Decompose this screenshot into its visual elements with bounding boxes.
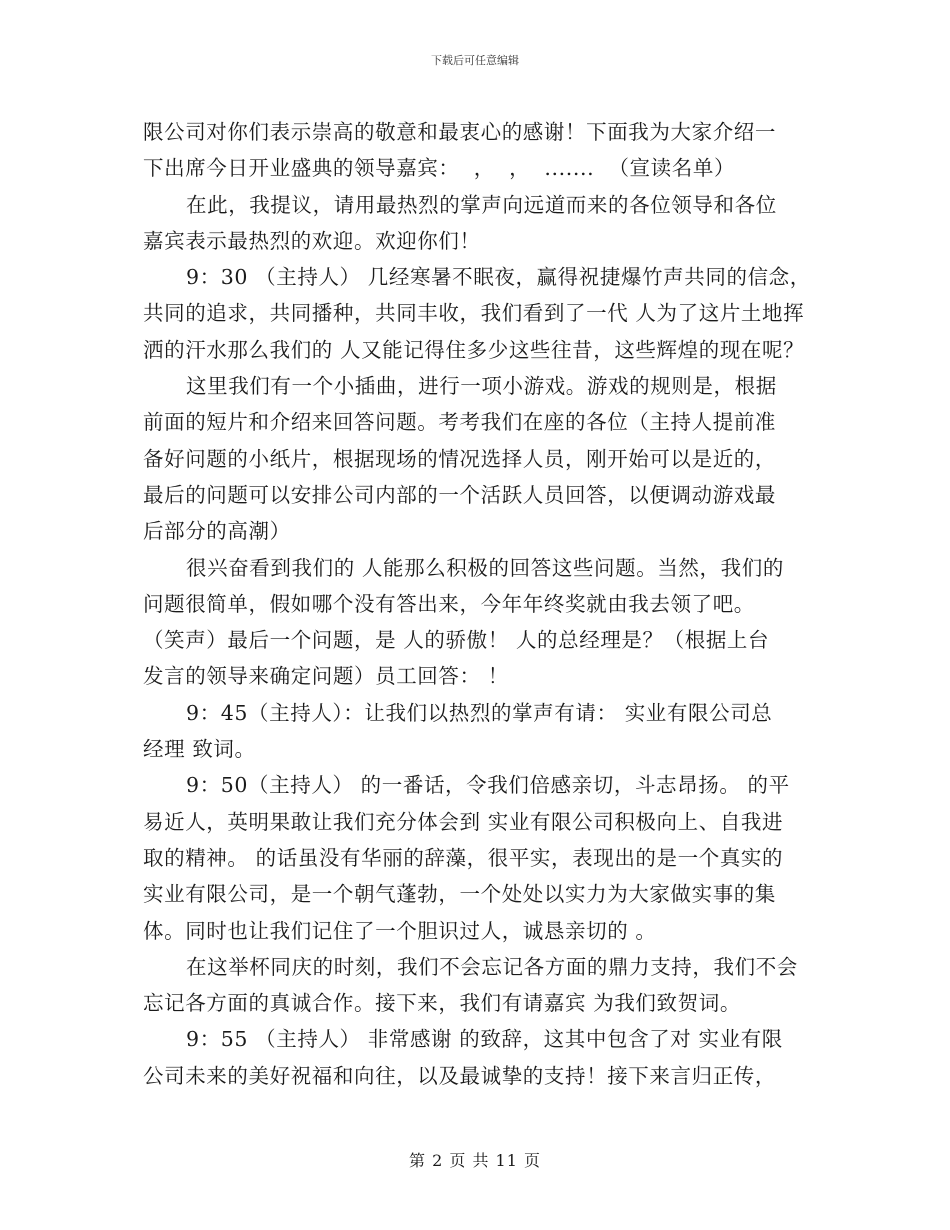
text-line: 共同的追求，共同播种，共同丰收，我们看到了一代 人为了这片土地挥 [143, 301, 805, 326]
text-line: 嘉宾表示最热烈的欢迎。欢迎你们！ [143, 228, 481, 253]
text-line: 公司未来的美好祝福和向往，以及最诚挚的支持！接下来言归正传， [143, 1063, 776, 1088]
text-line: 发言的领导来确定问题）员工回答： ！ [143, 664, 509, 689]
text-line: 实业有限公司，是一个朝气蓬勃，一个处处以实力为大家做实事的集 [143, 882, 776, 907]
page-header-note: 下载后可任意编辑 [431, 54, 519, 67]
text-line: （笑声）最后一个问题，是 人的骄傲！ 人的总经理是？（根据上台 [143, 628, 770, 653]
text-line: 限公司对你们表示崇高的敬意和最衷心的感谢！下面我为大家介绍一 [143, 120, 776, 144]
text-line: 这里我们有一个小插曲，进行一项小游戏。游戏的规则是，根据 [186, 374, 777, 399]
text-line: 忘记各方面的真诚合作。接下来，我们有请嘉宾 为我们致贺词。 [143, 991, 741, 1016]
text-line: 取的精神。 的话虽没有华丽的辞藻，很平实，表现出的是一个真实的 [143, 845, 784, 870]
text-line: 体。同时也让我们记住了一个胆识过人，诚恳亲切的 。 [143, 918, 657, 943]
text-line: 前面的短片和介绍来回答问题。考考我们在座的各位（主持人提前准 [143, 410, 776, 435]
text-line: 后部分的高潮） [143, 519, 291, 544]
text-line: 下出席今日开业盛典的领导嘉宾： ， ， ....... （宣读名单） [143, 156, 736, 181]
text-line: 9：55 （主持人） 非常感谢 的致辞，这其中包含了对 实业有限 [186, 1027, 783, 1052]
text-line: 在此，我提议，请用最热烈的掌声向远道而来的各位领导和各位 [186, 192, 777, 217]
text-line: 洒的汗水那么我们的 人又能记得住多少这些往昔，这些辉煌的现在呢？ [143, 337, 805, 362]
text-line: 最后的问题可以安排公司内部的一个活跃人员回答，以便调动游戏最 [143, 482, 776, 507]
text-line: 易近人，英明果敢让我们充分体会到 实业有限公司积极向上、自我进 [143, 809, 784, 834]
text-line: 备好问题的小纸片，根据现场的情况选择人员，刚开始可以是近的， [143, 446, 776, 471]
text-line: 9：30 （主持人） 几经寒暑不眠夜，赢得祝捷爆竹声共同的信念， [186, 265, 811, 290]
page-number: 第 2 页 共 11 页 [409, 1151, 541, 1170]
text-line: 9：45（主持人）：让我们以热烈的掌声有请： 实业有限公司总 [186, 700, 773, 725]
document-body [143, 114, 813, 1094]
text-line: 很兴奋看到我们的 人能那么积极的回答这些问题。当然，我们的 [186, 555, 784, 580]
text-line: 经理 致词。 [143, 737, 256, 762]
text-line: 9：50（主持人） 的一番话，令我们倍感亲切，斗志昂扬。 的平 [186, 773, 790, 798]
text-line: 在这举杯同庆的时刻，我们不会忘记各方面的鼎力支持，我们不会 [186, 954, 798, 979]
text-line: 问题很简单，假如哪个没有答出来，今年年终奖就由我去领了吧。 [143, 591, 755, 616]
